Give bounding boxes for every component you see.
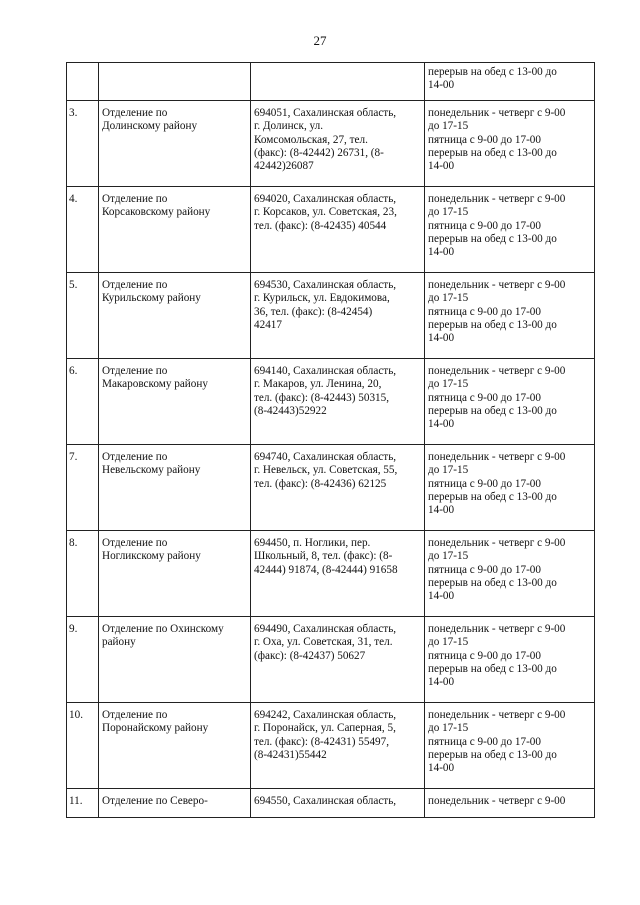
office-address-cell (251, 789, 425, 818)
office-hours-line: пятница с 9-00 до 17-00 (428, 477, 541, 490)
office-hours-line: пятница с 9-00 до 17-00 (428, 563, 541, 576)
office-name-line: Отделение по (102, 451, 168, 463)
office-address-line: 694051, Сахалинская область, (254, 107, 397, 119)
office-hours-cell (425, 359, 595, 445)
office-hours-cell (425, 617, 595, 703)
office-name-cell (99, 617, 251, 703)
office-address-line: тел. (факс): (8-42436) 62125 (254, 477, 387, 490)
office-hours-line: перерыв на обед с 13-00 до (428, 146, 557, 159)
office-address-cell (251, 617, 425, 703)
office-address-line: 694530, Сахалинская область, (254, 279, 397, 291)
row-number-cell (67, 187, 99, 273)
table-row (67, 531, 595, 617)
office-hours-line: 14-00 (428, 590, 455, 603)
office-name-line: Невельскому району (102, 464, 201, 477)
office-name-line: Отделение по (102, 709, 168, 721)
office-address-line: 694740, Сахалинская область, (254, 451, 397, 463)
table-row (67, 617, 595, 703)
office-hours-line: 14-00 (428, 504, 455, 517)
office-hours-cell (425, 703, 595, 789)
office-name-line: Отделение по (102, 193, 168, 205)
office-hours-line: 14-00 (428, 79, 455, 92)
office-address-cell (251, 445, 425, 531)
office-hours-line: 14-00 (428, 418, 455, 431)
office-hours-line: перерыв на обед с 13-00 до (428, 232, 557, 245)
office-address-line: 694242, Сахалинская область, (254, 709, 397, 721)
office-address-line: 42444) 91874, (8-42444) 91658 (254, 563, 398, 576)
table-row (67, 273, 595, 359)
office-hours-line: перерыв на обед с 13-00 до (428, 748, 557, 761)
office-name-cell (99, 187, 251, 273)
office-name-line: Отделение по (102, 279, 168, 291)
page-number: 27 (313, 33, 327, 48)
row-number: 4. (69, 193, 78, 205)
office-name-cell (99, 273, 251, 359)
row-number-cell (67, 445, 99, 531)
table-row (67, 789, 595, 818)
office-hours-line: 14-00 (428, 762, 455, 775)
office-name-cell (99, 445, 251, 531)
office-name-line: Отделение по (102, 365, 168, 377)
office-hours-line: пятница с 9-00 до 17-00 (428, 735, 541, 748)
office-name-cell (99, 359, 251, 445)
office-hours-line: перерыв на обед с 13-00 до (428, 404, 557, 417)
offices-table (66, 62, 595, 818)
office-address-line: тел. (факс): (8-42435) 40544 (254, 219, 387, 232)
row-number-cell (67, 359, 99, 445)
office-name-line: Отделение по Северо- (102, 795, 208, 807)
office-hours-cell (425, 789, 595, 818)
office-address-line: г. Поронайск, ул. Саперная, 5, (254, 722, 396, 735)
office-name-cell (99, 789, 251, 818)
office-address-cell (251, 63, 425, 101)
office-address-line: тел. (факс): (8-42443) 50315, (254, 391, 390, 404)
table-row (67, 703, 595, 789)
office-address-line: г. Долинск, ул. (254, 120, 324, 133)
row-number: 8. (69, 537, 78, 549)
office-address-line: 36, тел. (факс): (8-42454) (254, 305, 373, 318)
office-hours-line: 14-00 (428, 246, 455, 259)
row-number-cell (67, 617, 99, 703)
office-address-line: г. Невельск, ул. Советская, 55, (254, 464, 398, 477)
office-hours-line: до 17-15 (428, 722, 469, 735)
office-hours-line: понедельник - четверг с 9-00 (428, 451, 566, 463)
office-address-cell (251, 703, 425, 789)
office-name-line: Отделение по Охинскому (102, 623, 224, 635)
office-address-line: г. Макаров, ул. Ленина, 20, (254, 378, 382, 391)
office-hours-line: до 17-15 (428, 292, 469, 305)
office-hours-line: 14-00 (428, 676, 455, 689)
office-name-line: Корсаковскому району (102, 206, 211, 219)
table-row (67, 445, 595, 531)
row-number-cell (67, 273, 99, 359)
office-hours-line: понедельник - четверг с 9-00 (428, 107, 566, 119)
office-address-line: 694550, Сахалинская область, (254, 795, 397, 807)
office-hours-line: перерыв на обед с 13-00 до (428, 66, 557, 78)
office-address-line: (8-42431)55442 (254, 748, 327, 761)
office-hours-line: до 17-15 (428, 636, 469, 649)
row-number-cell (67, 789, 99, 818)
office-hours-cell (425, 531, 595, 617)
office-address-line: (факс): (8-42442) 26731, (8- (254, 146, 384, 159)
row-number: 7. (69, 451, 78, 463)
office-address-line: 694140, Сахалинская область, (254, 365, 397, 377)
row-number: 3. (69, 107, 78, 119)
office-hours-cell (425, 445, 595, 531)
office-address-line: г. Корсаков, ул. Советская, 23, (254, 206, 397, 219)
office-hours-line: пятница с 9-00 до 17-00 (428, 649, 541, 662)
office-hours-line: до 17-15 (428, 206, 469, 219)
office-address-cell (251, 531, 425, 617)
row-number: 9. (69, 623, 78, 635)
office-hours-line: перерыв на обед с 13-00 до (428, 490, 557, 503)
office-hours-line: пятница с 9-00 до 17-00 (428, 391, 541, 404)
office-hours-line: перерыв на обед с 13-00 до (428, 576, 557, 589)
office-hours-line: 14-00 (428, 332, 455, 345)
table-row (67, 187, 595, 273)
office-address-cell (251, 187, 425, 273)
office-address-line: 42417 (254, 318, 282, 331)
office-hours-line: понедельник - четверг с 9-00 (428, 623, 566, 635)
office-hours-line: пятница с 9-00 до 17-00 (428, 305, 541, 318)
office-hours-line: до 17-15 (428, 464, 469, 477)
row-number: 10. (69, 709, 83, 721)
office-hours-line: понедельник - четверг с 9-00 (428, 537, 566, 549)
office-hours-line: перерыв на обед с 13-00 до (428, 662, 557, 675)
office-name-line: Макаровскому району (102, 378, 208, 391)
office-hours-line: пятница с 9-00 до 17-00 (428, 133, 541, 146)
office-hours-line: 14-00 (428, 160, 455, 173)
office-hours-cell (425, 273, 595, 359)
row-number: 5. (69, 279, 78, 291)
office-address-line: (факс): (8-42437) 50627 (254, 649, 366, 662)
office-hours-cell (425, 63, 595, 101)
office-name-cell (99, 703, 251, 789)
office-address-line: тел. (факс): (8-42431) 55497, (254, 735, 390, 748)
offices-table-body (67, 63, 595, 818)
office-name-line: Поронайскому району (102, 722, 209, 735)
table-row (67, 63, 595, 101)
office-name-line: району (102, 636, 136, 649)
office-address-line: 694450, п. Ноглики, пер. (254, 537, 371, 549)
office-hours-cell (425, 101, 595, 187)
office-hours-line: до 17-15 (428, 120, 469, 133)
office-address-line: Комсомольская, 27, тел. (254, 133, 368, 146)
office-name-line: Ногликскому району (102, 550, 201, 563)
office-hours-line: понедельник - четверг с 9-00 (428, 709, 566, 721)
table-row (67, 101, 595, 187)
office-name-cell (99, 101, 251, 187)
office-address-cell (251, 359, 425, 445)
row-number-cell (67, 63, 99, 101)
office-hours-line: до 17-15 (428, 378, 469, 391)
office-address-line: (8-42443)52922 (254, 404, 327, 417)
office-hours-line: понедельник - четверг с 9-00 (428, 365, 566, 377)
office-name-line: Отделение по (102, 107, 168, 119)
office-hours-line: до 17-15 (428, 550, 469, 563)
row-number-cell (67, 531, 99, 617)
office-hours-line: перерыв на обед с 13-00 до (428, 318, 557, 331)
office-name-line: Долинскому району (102, 120, 198, 133)
office-address-cell (251, 273, 425, 359)
office-name-cell (99, 531, 251, 617)
office-address-line: 694490, Сахалинская область, (254, 623, 397, 635)
office-hours-line: понедельник - четверг с 9-00 (428, 795, 566, 807)
office-name-line: Курильскому району (102, 292, 201, 305)
office-name-line: Отделение по (102, 537, 168, 549)
row-number-cell (67, 703, 99, 789)
office-address-cell (251, 101, 425, 187)
row-number-cell (67, 101, 99, 187)
office-address-line: 42442)26087 (254, 160, 314, 173)
row-number: 6. (69, 365, 78, 377)
office-address-line: 694020, Сахалинская область, (254, 193, 397, 205)
office-address-line: г. Оха, ул. Советская, 31, тел. (254, 636, 393, 649)
office-address-line: Школьный, 8, тел. (факс): (8- (254, 550, 393, 563)
office-hours-cell (425, 187, 595, 273)
office-hours-line: понедельник - четверг с 9-00 (428, 279, 566, 291)
office-hours-line: понедельник - четверг с 9-00 (428, 193, 566, 205)
row-number: 11. (69, 795, 83, 807)
table-row (67, 359, 595, 445)
office-address-line: г. Курильск, ул. Евдокимова, (254, 292, 390, 305)
office-name-cell (99, 63, 251, 101)
office-hours-line: пятница с 9-00 до 17-00 (428, 219, 541, 232)
